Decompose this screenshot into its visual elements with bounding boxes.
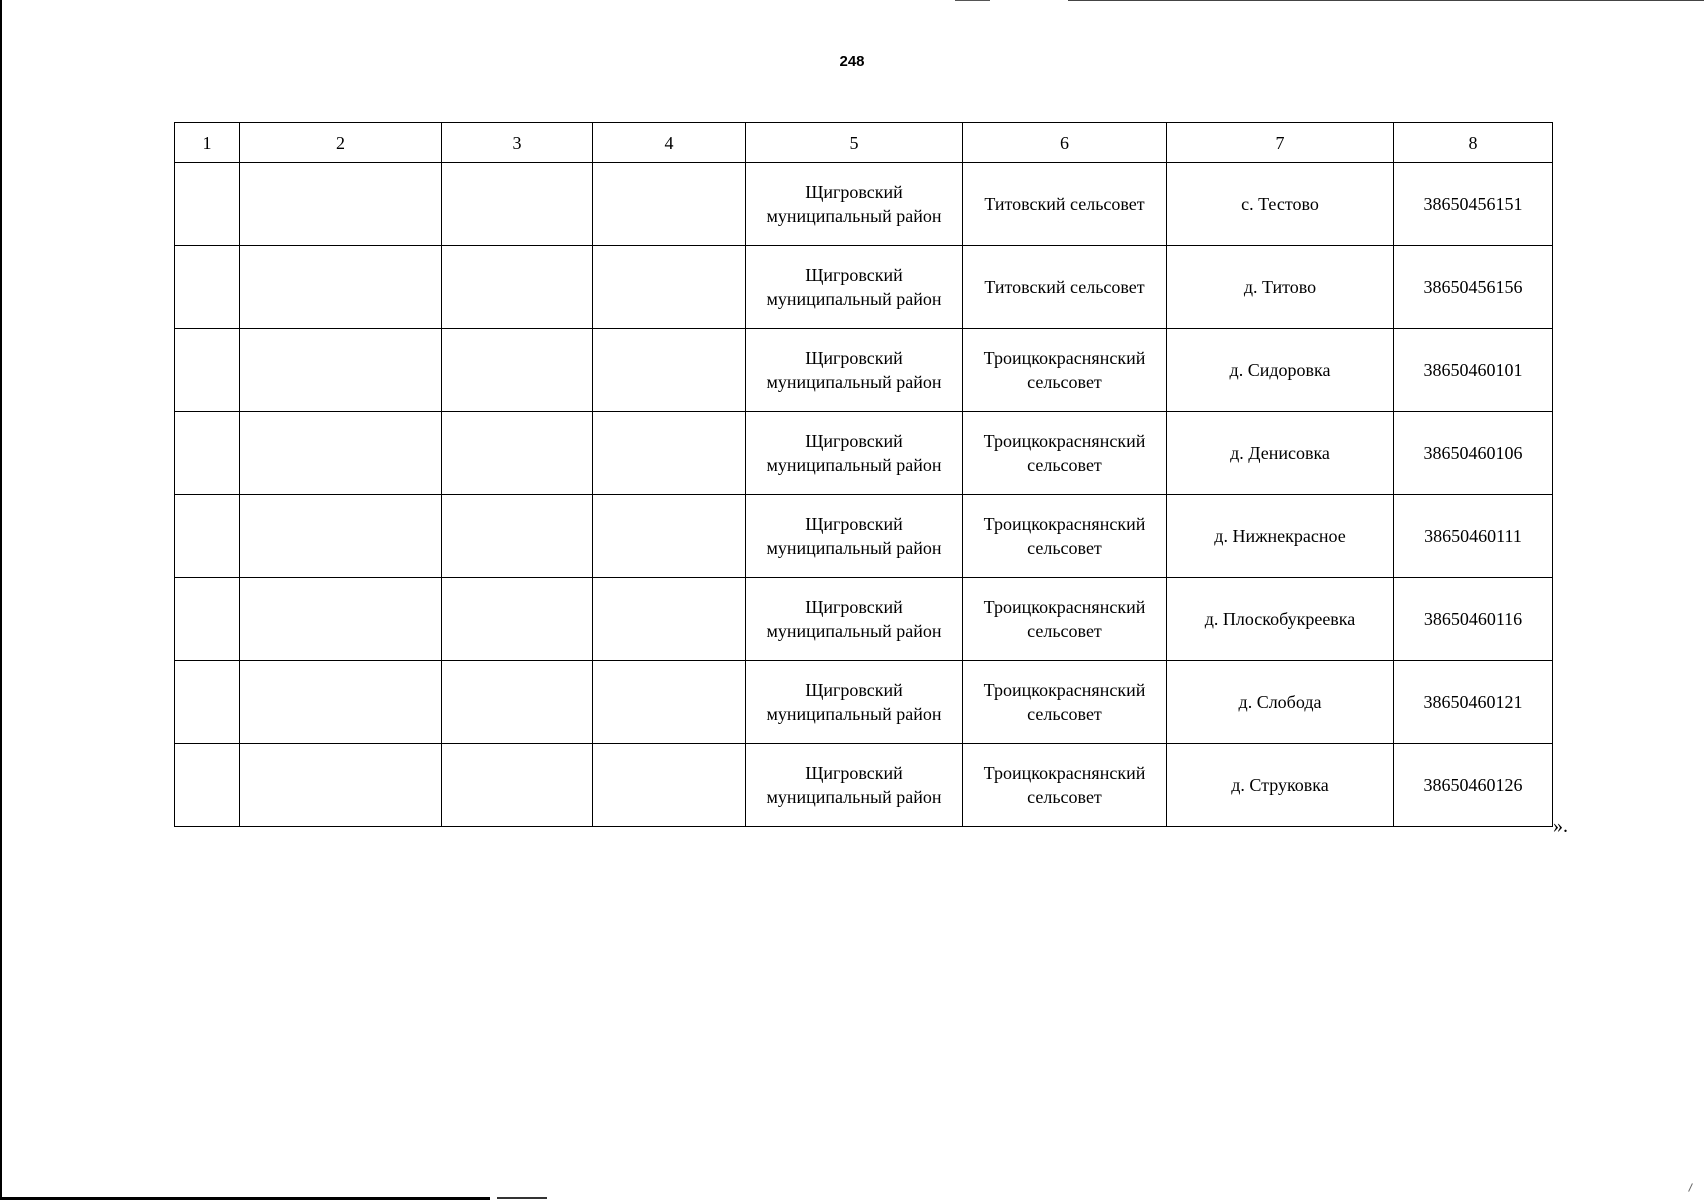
empty-cell xyxy=(593,329,746,412)
code-cell: 38650460106 xyxy=(1394,412,1553,495)
table-row xyxy=(175,163,1553,246)
empty-cell xyxy=(240,744,442,827)
empty-cell xyxy=(240,578,442,661)
empty-cell xyxy=(593,163,746,246)
column-number-header: 6 xyxy=(963,123,1167,163)
table-row xyxy=(175,246,1553,329)
column-number-header: 2 xyxy=(240,123,442,163)
district-cell: Щигровский муниципальный район xyxy=(746,163,963,246)
empty-cell xyxy=(175,329,240,412)
district-cell: Щигровский муниципальный район xyxy=(746,495,963,578)
empty-cell xyxy=(442,163,593,246)
empty-cell xyxy=(593,744,746,827)
column-number-header: 7 xyxy=(1167,123,1394,163)
council-cell: Титовский сельсовет xyxy=(963,163,1167,246)
empty-cell xyxy=(593,661,746,744)
table-row xyxy=(175,578,1553,661)
code-cell: 38650460121 xyxy=(1394,661,1553,744)
table-header-row xyxy=(175,123,1553,163)
empty-cell xyxy=(442,412,593,495)
empty-cell xyxy=(240,329,442,412)
column-number-header: 5 xyxy=(746,123,963,163)
table-row xyxy=(175,329,1553,412)
scan-edge-top xyxy=(1068,0,1704,1)
scan-edge-bottom-fragment xyxy=(497,1197,547,1199)
empty-cell xyxy=(240,495,442,578)
settlements-table xyxy=(174,122,1553,827)
table-row xyxy=(175,495,1553,578)
column-number-header: 3 xyxy=(442,123,593,163)
settlement-cell: д. Слобода xyxy=(1167,661,1394,744)
district-cell: Щигровский муниципальный район xyxy=(746,329,963,412)
scan-edge-left xyxy=(0,0,2,1200)
settlement-cell: д. Струковка xyxy=(1167,744,1394,827)
empty-cell xyxy=(442,661,593,744)
table-row xyxy=(175,412,1553,495)
empty-cell xyxy=(593,495,746,578)
empty-cell xyxy=(175,246,240,329)
council-cell: Троицкокраснянский сельсовет xyxy=(963,329,1167,412)
settlement-cell: с. Тестово xyxy=(1167,163,1394,246)
empty-cell xyxy=(593,412,746,495)
column-number-header: 1 xyxy=(175,123,240,163)
table-row xyxy=(175,661,1553,744)
district-cell: Щигровский муниципальный район xyxy=(746,744,963,827)
empty-cell xyxy=(240,661,442,744)
code-cell: 38650460101 xyxy=(1394,329,1553,412)
settlement-cell: д. Денисовка xyxy=(1167,412,1394,495)
empty-cell xyxy=(442,329,593,412)
closing-quote-mark: ». xyxy=(1553,815,1568,837)
empty-cell xyxy=(175,661,240,744)
empty-cell xyxy=(442,246,593,329)
district-cell: Щигровский муниципальный район xyxy=(746,578,963,661)
district-cell: Щигровский муниципальный район xyxy=(746,246,963,329)
empty-cell xyxy=(442,578,593,661)
empty-cell xyxy=(593,246,746,329)
empty-cell xyxy=(175,412,240,495)
code-cell: 38650456156 xyxy=(1394,246,1553,329)
empty-cell xyxy=(175,163,240,246)
district-cell: Щигровский муниципальный район xyxy=(746,412,963,495)
empty-cell xyxy=(442,744,593,827)
code-cell: 38650460126 xyxy=(1394,744,1553,827)
empty-cell xyxy=(175,495,240,578)
settlement-cell: д. Сидоровка xyxy=(1167,329,1394,412)
settlement-cell: д. Плоскобукреевка xyxy=(1167,578,1394,661)
settlement-cell: д. Нижнекрасное xyxy=(1167,495,1394,578)
empty-cell xyxy=(240,163,442,246)
code-cell: 38650456151 xyxy=(1394,163,1553,246)
scan-edge-top-fragment xyxy=(955,0,990,1)
code-cell: 38650460116 xyxy=(1394,578,1553,661)
stray-scan-mark xyxy=(1688,1183,1693,1192)
code-cell: 38650460111 xyxy=(1394,495,1553,578)
empty-cell xyxy=(175,744,240,827)
column-number-header: 8 xyxy=(1394,123,1553,163)
empty-cell xyxy=(240,246,442,329)
council-cell: Троицкокраснянский сельсовет xyxy=(963,412,1167,495)
council-cell: Троицкокраснянский сельсовет xyxy=(963,661,1167,744)
table-row xyxy=(175,744,1553,827)
council-cell: Троицкокраснянский сельсовет xyxy=(963,744,1167,827)
empty-cell xyxy=(442,495,593,578)
council-cell: Троицкокраснянский сельсовет xyxy=(963,495,1167,578)
empty-cell xyxy=(593,578,746,661)
column-number-header: 4 xyxy=(593,123,746,163)
settlement-cell: д. Титово xyxy=(1167,246,1394,329)
council-cell: Троицкокраснянский сельсовет xyxy=(963,578,1167,661)
district-cell: Щигровский муниципальный район xyxy=(746,661,963,744)
empty-cell xyxy=(175,578,240,661)
page-number: 248 xyxy=(839,53,865,70)
council-cell: Титовский сельсовет xyxy=(963,246,1167,329)
empty-cell xyxy=(240,412,442,495)
